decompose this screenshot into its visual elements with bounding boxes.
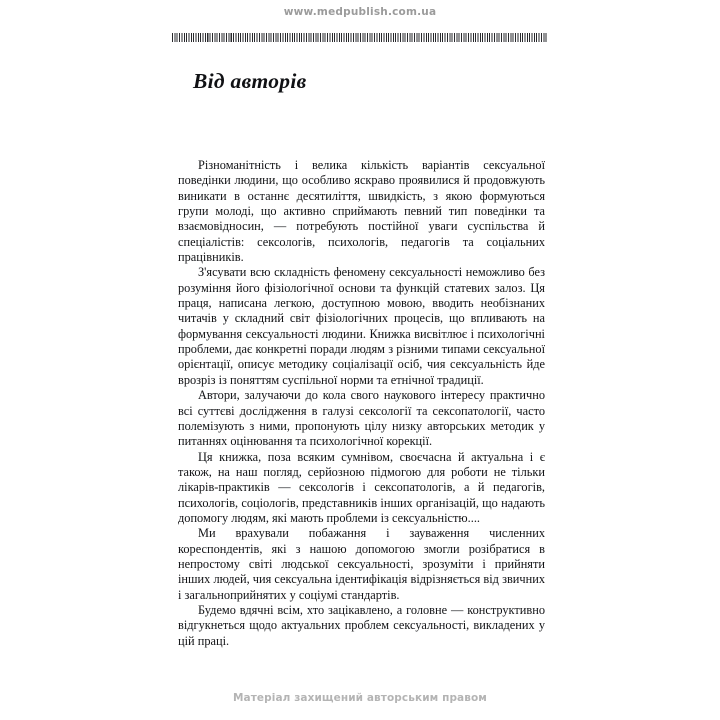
body-text — [178, 158, 545, 649]
paragraph: Автори, залучаючи до кола свого наукового інтересу практично всі суттєві дослідження в галузі сексології та сексопатології, часто полемізують з ними, пропонують цілу низку авторських методик у питаннях оцінювання та психологічної корекції. — [178, 388, 545, 449]
copyright-watermark: Матеріал захищений авторським правом — [233, 692, 487, 704]
paragraph: Будемо вдячні всім, хто зацікавлено, а головне — конструктивно відгукнеться щодо актуальних проблем сексуальності, викладених у цій праці. — [178, 602, 545, 648]
paragraph: З'ясувати всю складність феномену сексуальності неможливо без розуміння його фізіологічної основи та функцій статевих залоз. Ця праця, написана легкою, доступною мовою, вводить необізнаних читачів у складний світ фізіологічних процесів, що впливають на формування сексуальності людини. Книжка висвітлює і психологічні проблеми, дає конкретні поради людям з різними типами сексуальної орієнтації, описує методику соціалізації осіб, чия сексуальність йде врозріз із поняттям суспільної норми та етнічної традиції. — [178, 265, 545, 387]
paragraph: Різноманітність і велика кількість варіантів сексуальної поведінки людини, що особливо яскраво проявилися й продовжують виникати в останнє десятиліття, швидкість, з якою формуються групи молоді, що активно сприймають певний тип поведінки та взаємовідносин, — потребують постійної уваги суспільства й спеціалістів: сексологів, психологів, педагогів та соціальних працівників. — [178, 158, 545, 265]
paragraph: Ця книжка, поза всяким сумнівом, своєчасна й актуальна і є також, на наш погляд, серйозною підмогою для роботи не тільки лікарів-практиків — сексологів і сексопатологів, а й педагогів, психологів, соціологів, представників інших організацій, що надають допомогу людям, які мають проблеми із сексуальністю.... — [178, 449, 545, 525]
decorative-hatched-rule — [172, 33, 548, 42]
site-url-watermark: www.medpublish.com.ua — [283, 6, 437, 18]
paragraph: Ми врахували побажання і зауваження численних кореспондентів, які з нашою допомогою змогли розібратися в непростому світі людської сексуальності, зрозуміти і прийняти інших людей, чия сексуальна ідентифікація відрізняється від звичних і загальноприйнятих у соціумі стандартів. — [178, 526, 545, 602]
page-title: Від авторів — [193, 69, 307, 94]
